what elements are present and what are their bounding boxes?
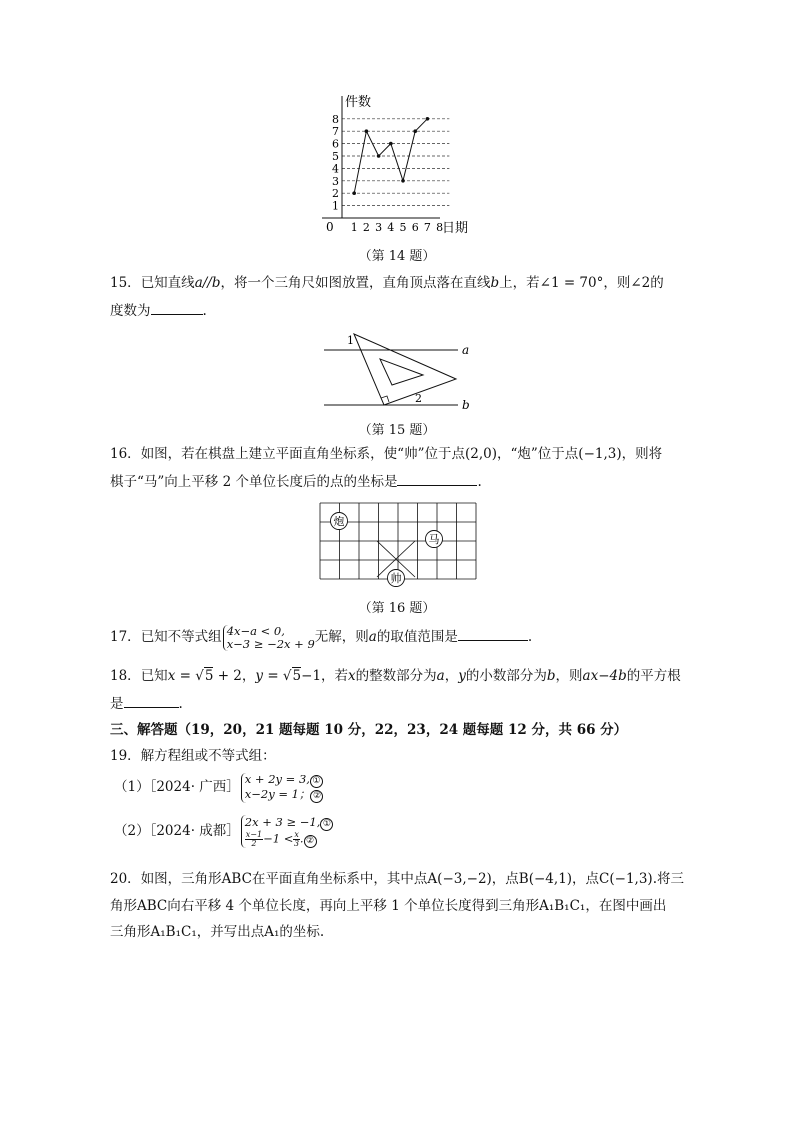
q18-var: a (436, 668, 445, 684)
chart-14-xtick: 6 (411, 221, 419, 234)
q15-text: ，将一个三角尺如图放置，直角顶点落在直线 (220, 275, 491, 291)
q19-part2 (114, 814, 333, 848)
chart-14-ytick: 8 (332, 112, 339, 126)
q18-x-expr: x = (167, 668, 191, 684)
q20-number: 20． (110, 871, 141, 887)
q16-number: 16． (110, 446, 141, 462)
chart-14-xtick: 1 (350, 221, 358, 234)
q20-text: 如图，三角形ABC在平面直角坐标系中，其中点A(−3,−2)，点B(−4,1)，点C(−1,3).将三 (140, 871, 684, 887)
q17-text: 已知不等式组 (140, 629, 222, 645)
caption-16: （第 16 题） (358, 601, 436, 616)
q19-frac2: $\frac{x}{3}$ (294, 830, 300, 848)
chart-14-origin: 0 (326, 220, 334, 234)
q19-p2-eq1-mark: ① (320, 818, 333, 831)
chart-14 (318, 92, 478, 238)
q17-text: 的取值范围是 (376, 629, 458, 645)
q18-x-expr: + 2， (217, 668, 256, 684)
q19-p2-mid: −1 < (263, 831, 294, 846)
q18-sqrt: 5 (204, 668, 214, 684)
q18-line2 (110, 693, 183, 714)
q18-text: ，则 (555, 668, 583, 684)
q18-text: 的平方根 (626, 668, 681, 684)
q15-angle: ∠1 = 70° (539, 275, 604, 291)
figure-16-chessboard (316, 500, 480, 592)
q20-line3: 三角形A₁B₁C₁，并写出点A₁的坐标. (110, 924, 325, 940)
q19-part1-system (241, 773, 324, 803)
triangle-ruler-outer (354, 334, 456, 405)
q16-answer-blank[interactable] (397, 471, 477, 486)
q18-line1: 18．已知x = √5 + 2，y = √5−1，若x的整数部分为a，y的小数部分为b，则ax−4b的平方根 (110, 668, 681, 684)
caption-14: （第 14 题） (358, 249, 436, 264)
q19-frac: $\frac{x-1}{2}$ (245, 830, 263, 848)
chart-14-point (352, 191, 356, 195)
q18-text: 是 (110, 696, 124, 712)
chart-14-point (365, 129, 369, 133)
piece-pao (331, 513, 348, 530)
q17-number: 17． (110, 629, 141, 645)
q18-text: ， (444, 668, 459, 684)
q15-var: b (490, 275, 500, 291)
q19-part2-label: （2）［2024· 成都］ (114, 823, 240, 839)
q18-end: . (178, 696, 183, 712)
q20-line1 (110, 869, 684, 889)
chart-14-point (401, 179, 405, 183)
angle-2-label: 2 (415, 392, 422, 405)
q17-text: 无解，则 (314, 629, 369, 645)
q19-eq1: x + 2y = 3, (244, 771, 310, 786)
piece-shuai (388, 570, 405, 587)
q16-text: 棋子“马”向上平移 2 个单位长度后的点的坐标是 (110, 474, 398, 490)
q15-text: ，则∠2的 (603, 275, 664, 291)
q16-line1 (110, 444, 662, 464)
chart-14-ytick: 4 (332, 162, 339, 176)
q17-ineq2: x−3 ≥ −2x + 9 (226, 636, 315, 651)
chart-14-point (413, 129, 417, 133)
q20-line2: 角形ABC向右平移 4 个单位长度，再向上平移 1 个单位长度得到三角形A₁B₁C₁，在图中画出 (110, 898, 667, 914)
q17-system (223, 625, 315, 651)
line-b-label: b (462, 398, 470, 412)
q15-number: 15． (110, 275, 141, 291)
q17-line (110, 624, 532, 651)
triangle-ruler-inner (380, 359, 423, 385)
piece-ma (426, 531, 443, 548)
q15-parallel: a//b (194, 275, 221, 291)
chart-14-ytick: 7 (332, 125, 339, 139)
chart-14-xtick: 7 (423, 221, 431, 234)
q19-p2-end: . (299, 831, 304, 846)
q19-p2-eq1: 2x + 3 ≥ −1, (244, 815, 321, 829)
q18-y-expr: −1，若 (301, 668, 349, 684)
q17-var: a (368, 629, 377, 645)
q17-answer-blank[interactable] (458, 626, 528, 641)
q17-end: . (527, 629, 533, 645)
section-3-title: 三、解答题（19，20，21 题每题 10 分，22，23，24 题每题 12 分，共 66 分） (110, 722, 628, 738)
q19-text: 解方程组或不等式组： (140, 748, 276, 764)
q19-eq1-mark: ① (310, 775, 323, 788)
q19-part1 (114, 772, 323, 803)
q19-p2-eq2-mark: ② (304, 835, 317, 848)
q18-var: x (348, 668, 356, 684)
q18-text: 的整数部分为 (355, 668, 437, 684)
chart-14-point (426, 117, 430, 121)
chart-14-xtick: 5 (399, 221, 407, 234)
chart-14-ytick: 1 (332, 199, 339, 213)
angle-1-label: 1 (347, 334, 354, 347)
figure-15 (320, 326, 480, 414)
chart-14-xtick: 4 (387, 221, 395, 234)
chart-14-xtick: 8 (436, 221, 444, 234)
chart-14-point (389, 142, 393, 146)
chart-14-ylabel: 件数 (345, 95, 372, 110)
q18-text: 的小数部分为 (465, 668, 547, 684)
q19-eq2-mark: ② (310, 790, 323, 803)
svg-text:帅: 帅 (390, 572, 402, 585)
q15-end: . (202, 303, 207, 319)
chart-14-grid (342, 119, 449, 206)
svg-text:马: 马 (428, 533, 440, 546)
q18-y-expr: y = (255, 668, 279, 684)
q15-text: 上，若 (499, 275, 540, 291)
chart-14-ytick: 6 (332, 137, 339, 151)
q19-eq2: x−2y = 1； (244, 786, 311, 801)
q17-ineq1: 4x−a < 0, (226, 623, 285, 638)
chart-14-ytick: 2 (332, 187, 339, 201)
q15-text: 已知直线 (140, 275, 195, 291)
q18-var: y (458, 668, 466, 684)
line-a-label: a (462, 343, 470, 357)
q16-end: . (477, 474, 482, 490)
q15-text: 度数为 (110, 303, 151, 319)
q19-part2-system (241, 815, 334, 848)
q18-var: b (546, 668, 556, 684)
q16-line2 (110, 471, 482, 492)
q18-sqrt: 5 (292, 668, 302, 684)
chart-14-xlabel: 日期 (442, 221, 469, 236)
q19-line (110, 746, 276, 766)
q18-number: 18． (110, 668, 141, 684)
chart-14-xtick: 3 (375, 221, 383, 234)
q19-part1-label: （1）［2024· 广西］ (114, 779, 240, 795)
svg-text:炮: 炮 (333, 515, 345, 528)
chart-14-xtick: 2 (362, 221, 370, 234)
q15-answer-blank[interactable] (151, 300, 203, 315)
q19-number: 19． (110, 748, 141, 764)
q18-answer-blank[interactable] (124, 693, 179, 708)
caption-15: （第 15 题） (358, 423, 436, 438)
chart-14-point (377, 154, 381, 158)
q15-line2 (110, 300, 207, 321)
chart-14-ytick: 5 (332, 150, 339, 163)
q18-expr: ax−4b (582, 668, 627, 684)
q16-text: 如图，若在棋盘上建立平面直角坐标系，使“帅”位于点(2,0)，“炮”位于点(−1,3)，则将 (140, 446, 663, 462)
q18-text: 已知 (140, 668, 168, 684)
q15-line1 (110, 273, 664, 293)
chart-14-ytick: 3 (332, 174, 339, 188)
